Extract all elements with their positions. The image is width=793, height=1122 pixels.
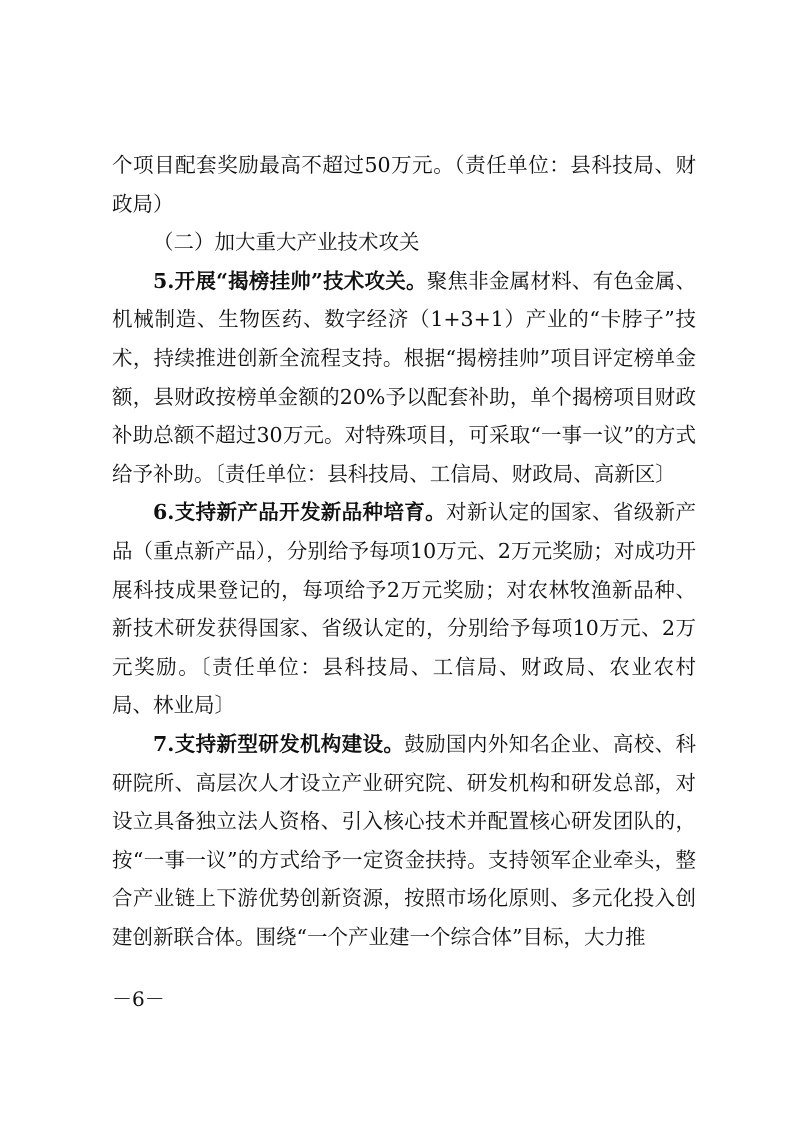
paragraph-1 — [112, 146, 696, 223]
document-body — [112, 146, 696, 956]
paragraph-text: 聚焦非金属材料、有色金属、机械制造、生物医药、数字经济（1+3+1）产业的“卡脖子”技术，持续推进创新全流程支持。根据“揭榜挂帅”项目评定榜单金额，县财政按榜单金额的20%予以配套补助，单个揭榜项目财政补助总额不超过30万元。对特殊项目，可采取“一事一议”的方式给予补助。 — [112, 268, 697, 486]
responsible-units: 〔责任单位：县科技局、工信局、财政局、高新区〕 — [214, 461, 676, 486]
paragraph-item-5 — [112, 262, 696, 494]
paragraph-text: 鼓励国内外知名企业、高校、科研院所、高层次人才设立产业研究院、研发机构和研发总部，对设立具备独立法人资格、引入核心技术并配置核心研发团队的，按“一事一议”的方式给予一定资金扶持。支持领军企业牵头，整合产业链上下游优势创新资源，按照市场化原则、多元化投入创建创新联合体。围绕“一个产业建一个综合体”目标，大力推 — [112, 731, 696, 949]
item-title: 5.开展“揭榜挂帅”技术攻关。 — [153, 268, 427, 293]
paragraph-text: 对新认定的国家、省级新产品（重点新产品），分别给予每项10万元、2万元奖励；对成功开展科技成果登记的，每项给予2万元奖励；对农林牧渔新品种、新技术研发获得国家、省级认定的，分别给予每项10万元、2万元奖励。 — [112, 500, 697, 679]
paragraph-item-6 — [112, 493, 696, 725]
responsible-units: （责任单位：县科技局、财政局） — [112, 153, 697, 216]
item-title: 6.支持新产品开发新品种培育。 — [153, 500, 446, 525]
responsible-units: 〔责任单位：县科技局、工信局、财政局、农业农村局、林业局〕 — [112, 654, 697, 718]
page-number: －6－ — [112, 987, 165, 1011]
paragraph-item-7 — [112, 725, 696, 957]
item-title: 7.支持新型研发机构建设。 — [153, 731, 405, 756]
paragraph-text: 个项目配套奖励最高不超过50万元。 — [112, 153, 455, 177]
section-heading: （二）加大重大产业技术攻关 — [153, 230, 420, 255]
